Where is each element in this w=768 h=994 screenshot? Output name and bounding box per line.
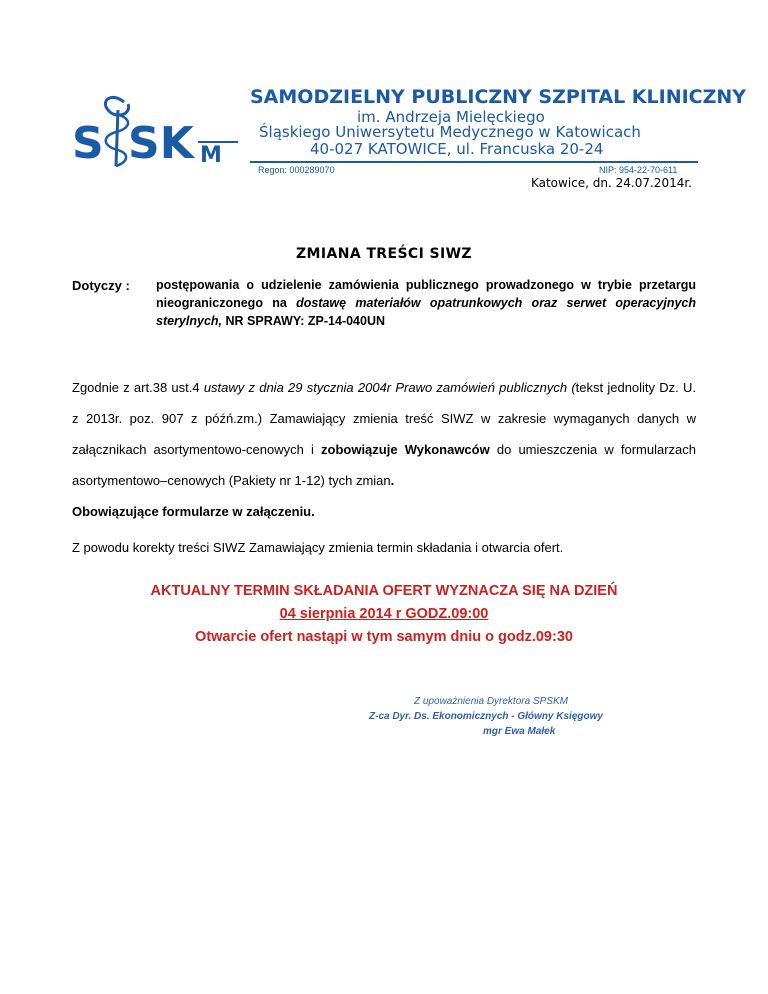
subject-plain: postępowania o udzielenie zamówienia publicznego prowadzonego w trybie przetargu nieograniczonego na [156, 278, 696, 310]
deadline-date: 04 sierpnia 2014 r GODZ.09:00 [279, 606, 489, 622]
header-divider [250, 161, 698, 163]
opening-time: Otwarcie ofert nastąpi w tym samym dniu o godz.09:30 [195, 629, 573, 645]
signature-position: Z-ca Dyr. Ds. Ekonomicznych - Główny Księgowy [369, 711, 603, 722]
hospital-university: Śląskiego Uniwersytetu Medycznego w Katowicach [259, 123, 641, 141]
regon-number: Regon: 000289070 [258, 165, 335, 175]
nip-number: NIP: 954-22-70-611 [599, 165, 678, 175]
hospital-name: SAMODZIELNY PUBLICZNY SZPITAL KLINICZNY [250, 86, 747, 108]
signature-name: mgr Ewa Małek [483, 726, 556, 737]
signature-authorization: Z upoważnienia Dyrektora SPSKM [414, 696, 568, 707]
svg-text:S: S [72, 118, 104, 169]
subject-case-number: NR SPRAWY: ZP-14-040UN [222, 314, 386, 328]
legal-basis-paragraph: Zgodnie z art.38 ust.4 ustawy z dnia 29 stycznia 2004r Prawo zamówień publicznych (tekst jednolity Dz. U. z 2013r. poz. 907 z późń.zm.) Zamawiający zmienia treść SIWZ w zakresie wymaganych danych w załącznikach asortymentowo-cenowych i zobowiązuje Wykonawców do umieszczenia w formularzach asortymentowo–cenowych (Pakiety nr 1-12) tych zmian. Obowiązujące formularze w załączeniu. [72, 380, 696, 519]
document-title: ZMIANA TREŚCI SIWZ [296, 246, 472, 262]
subject-italic: dostawę materiałów opatrunkowych oraz serwet operacyjnych sterylnych, [156, 296, 696, 328]
deadline-change-paragraph: Z powodu korekty treści SIWZ Zamawiający zmienia termin składania i otwarcia ofert. [72, 540, 564, 555]
subject-label: Dotyczy : [72, 278, 130, 293]
place-date: Katowice, dn. 24.07.2014r. [530, 176, 692, 190]
deadline-heading: AKTUALNY TERMIN SKŁADANIA OFERT WYZNACZA SIĘ NA DZIEŃ [150, 583, 618, 599]
svg-text:M: M [200, 143, 222, 168]
hospital-address: 40-027 KATOWICE, ul. Francuska 20-24 [310, 140, 604, 158]
hospital-logo [72, 92, 242, 174]
svg-text:SK: SK [128, 118, 194, 169]
hospital-patron: im. Andrzeja Mielęckiego [357, 108, 545, 126]
subject-text [156, 276, 696, 330]
